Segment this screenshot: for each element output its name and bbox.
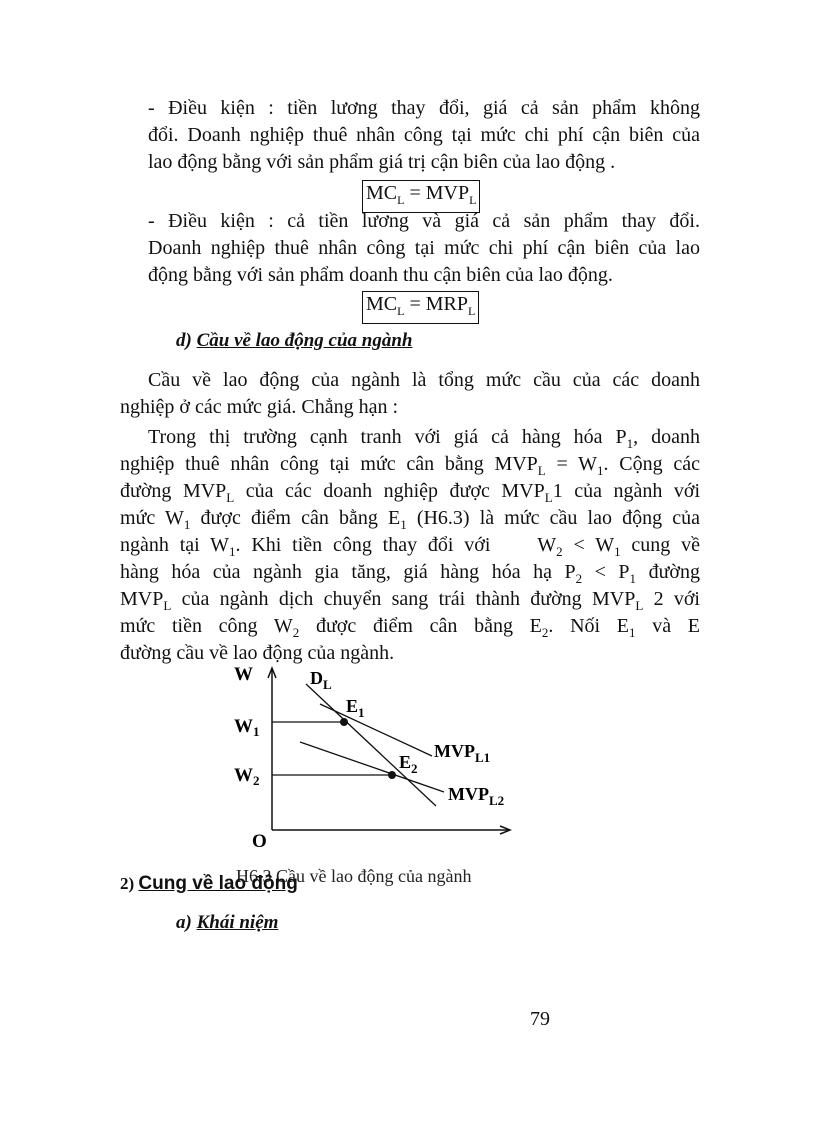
page-number: 79 <box>530 1008 550 1030</box>
figure-caption: H6.3 Cầu về lao động của ngành <box>236 866 472 886</box>
section-2-heading: 2) Cung về lao động <box>120 873 298 894</box>
paragraph-2-line-6: hàng hóa của ngành gia tăng, giá hàng hóa hạ $P_2 < P_1$ đường <box>120 561 700 586</box>
mvp-l1-label: $MVP_{L1}$ <box>434 741 491 765</box>
labor-demand-curve <box>306 684 436 806</box>
paragraph-1-line-1: Cầu về lao động của ngành là tổng mức cầu của các doanh <box>148 369 700 391</box>
w1-label: $W_1$ <box>234 716 260 739</box>
paragraph-2-line-9: đường cầu về lao động của ngành. <box>120 642 395 664</box>
paragraph-2-line-1: Trong thị trường cạnh tranh với giá cả hàng hóa $P_1$, doanh <box>148 426 700 451</box>
heading-industry-labor-demand: d) Cầu về lao động của ngành <box>176 330 413 351</box>
paragraph-2-line-4: mức $W_1$ được điểm cân bằng $E_1$ (H6.3) là mức cầu lao động của <box>120 507 700 532</box>
e2-label: $E_2$ <box>399 752 418 776</box>
paragraph-2-line-8: mức tiền công $W_2$ được điểm cân bằng $E_2$. Nối $E_1$ và E <box>120 615 701 640</box>
condition-1-line-3: lao động bằng với sản phẩm giá trị cận biên của lao động . <box>148 151 616 173</box>
paragraph-2-line-3: đường $MVP_L$ của các doanh nghiệp được $MVP_L1$ của ngành với <box>120 480 701 505</box>
condition-2-line-3: động bằng với sản phẩm doanh thu cận biên của lao động. <box>148 264 613 286</box>
formula-mc-mvp: $MC_L = MVP_L$ <box>362 180 480 213</box>
equilibrium-point-e1 <box>340 718 348 726</box>
mvp-l1-curve <box>320 704 432 756</box>
heading-concept: a) Khái niệm <box>176 912 279 933</box>
paragraph-2-line-2: nghiệp thuê nhân công tại mức cân bằng $MVP_L = W_1$. Cộng các <box>120 453 700 478</box>
condition-1-line-1: - Điều kiện : tiền lương thay đổi, giá cả sản phẩm không <box>148 97 700 119</box>
paragraph-2-line-7: $MVP_L$ của ngành dịch chuyển sang trái thành đường $MVP_L$ 2 với <box>120 588 700 613</box>
e1-label: $E_1$ <box>346 696 365 720</box>
paragraph-1-line-2: nghiệp ở các mức giá. Chẳng hạn : <box>120 396 398 418</box>
paragraph-2-line-5: ngành tại $W_1$. Khi tiền công thay đổi với $W_2 < W_1$ cung về <box>120 534 701 559</box>
y-axis-label: W <box>234 664 253 685</box>
origin-label: O <box>252 831 267 850</box>
formula-mc-mrp: $MC_L = MRP_L$ <box>362 291 479 324</box>
mvp-l2-label: $MVP_{L2}$ <box>448 784 505 808</box>
dl-label: $D_L$ <box>310 668 332 692</box>
condition-2-line-2: Doanh nghiệp thuê nhân công tại mức chi phí cận biên của lao <box>148 237 700 259</box>
equilibrium-point-e2 <box>388 771 396 779</box>
condition-1-line-2: đổi. Doanh nghiệp thuê nhân công tại mức chi phí cận biên của <box>148 124 700 146</box>
labor-demand-graph <box>226 660 526 850</box>
mvp-l2-curve <box>300 742 444 792</box>
condition-2-line-1: - Điều kiện : cả tiền lương và giá cả sản phẩm thay đổi. <box>148 210 700 232</box>
w2-label: $W_2$ <box>234 765 260 788</box>
